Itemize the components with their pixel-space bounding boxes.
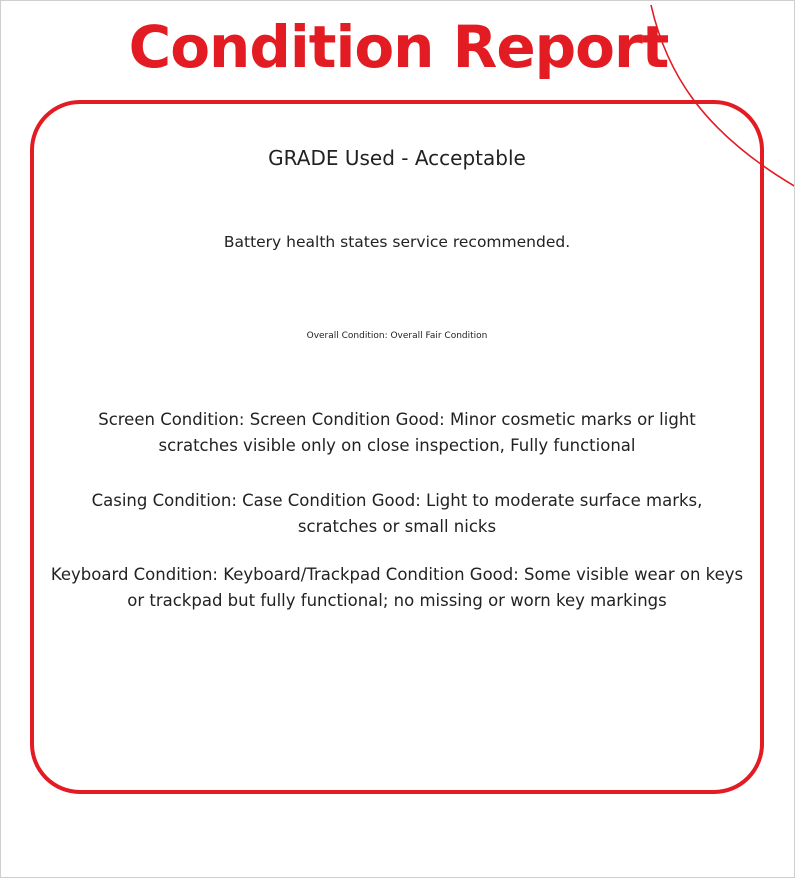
keyboard-condition-text: Keyboard Condition: Keyboard/Trackpad Condition Good: Some visible wear on keys or trackpad but fully functional; no missing or worn key markings bbox=[50, 565, 744, 610]
screen-condition-text: Screen Condition: Screen Condition Good: Minor cosmetic marks or light scratches visible only on close inspection, Fully functional bbox=[98, 410, 696, 455]
overall-condition-text: Overall Condition: Overall Fair Condition bbox=[306, 331, 488, 341]
grade-text: GRADE Used - Acceptable bbox=[268, 146, 526, 170]
casing-condition-text: Casing Condition: Case Condition Good: Light to moderate surface marks, scratches or small nicks bbox=[91, 491, 703, 536]
battery-text: Battery health states service recommended. bbox=[223, 233, 571, 251]
page-title: Condition Report bbox=[128, 13, 669, 81]
